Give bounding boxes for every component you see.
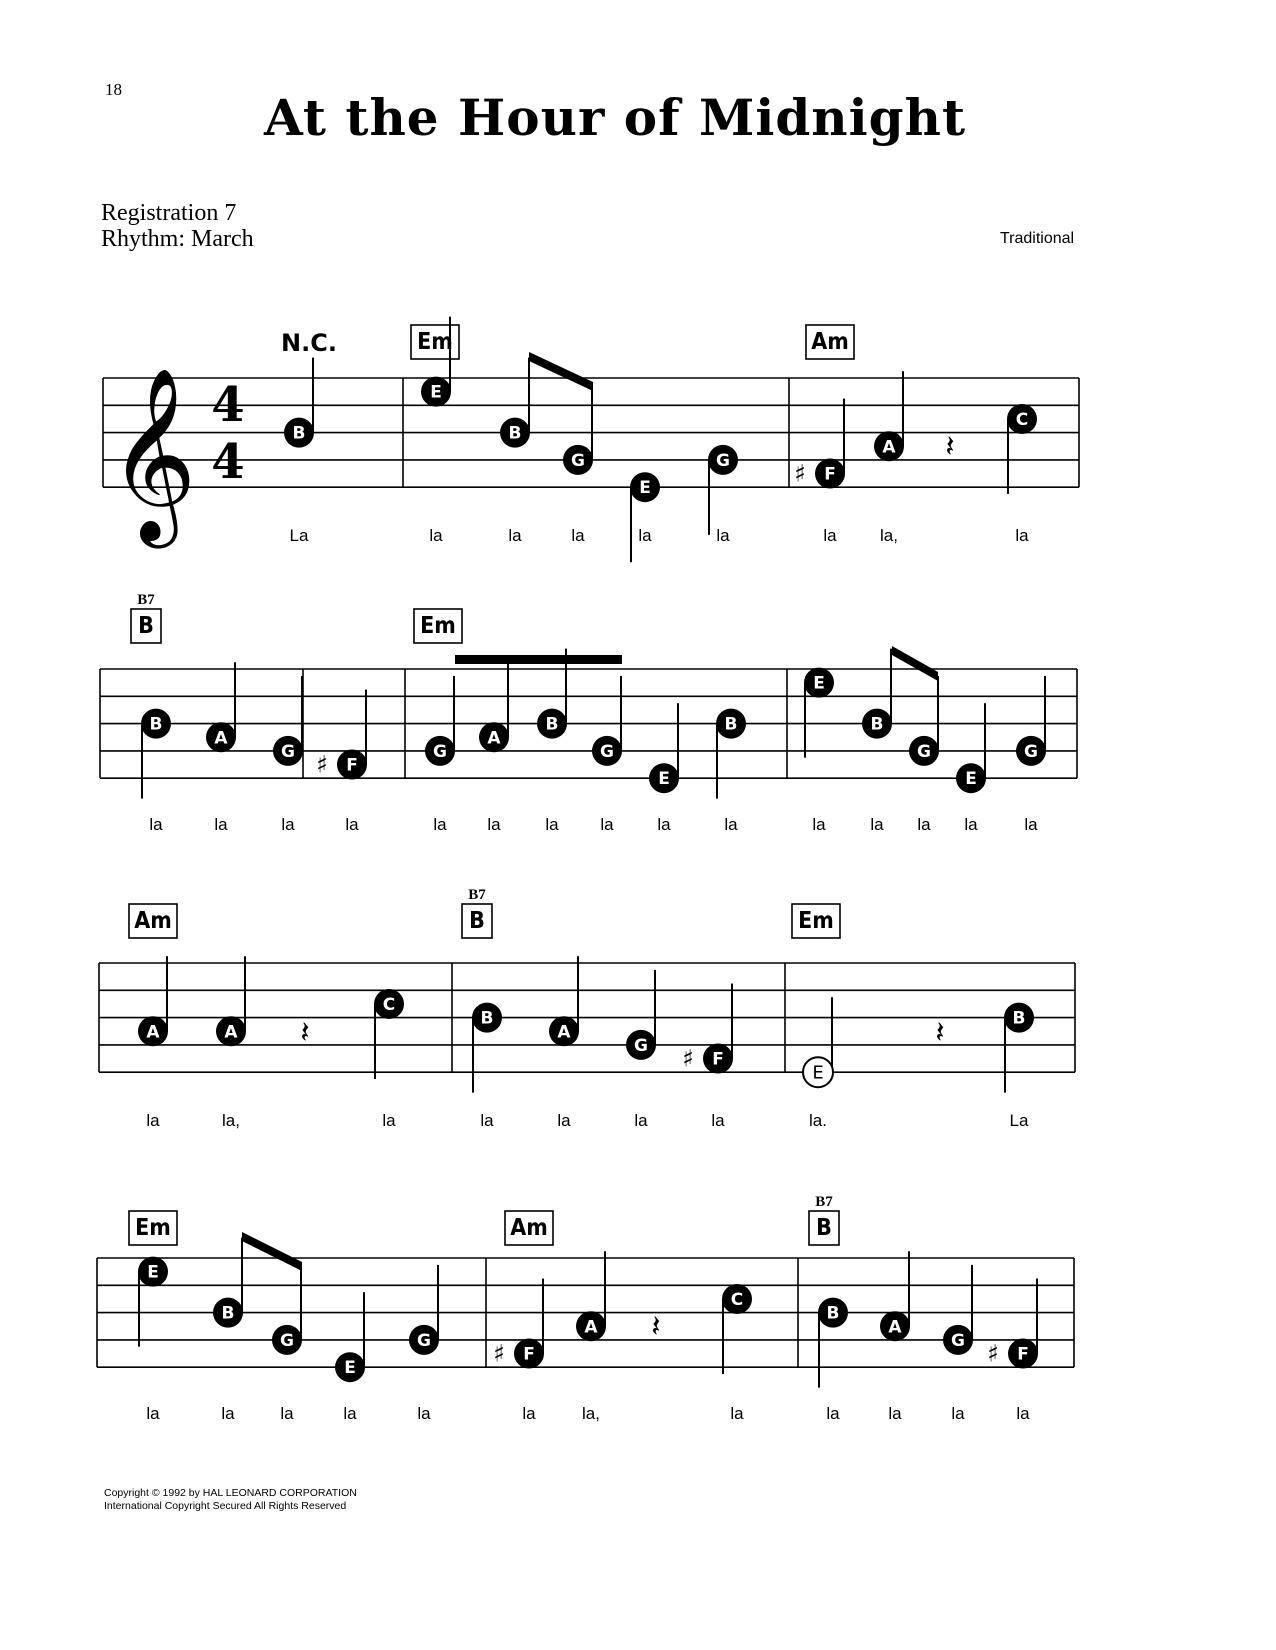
lyric-syllable: la, xyxy=(582,1404,600,1423)
lyric-syllable: la xyxy=(280,1404,294,1423)
time-signature-bottom: 4 xyxy=(211,434,245,490)
note-letter: G xyxy=(280,1330,294,1351)
lyric-syllable: La xyxy=(289,526,309,545)
lyric-syllable: la xyxy=(730,1404,744,1423)
lyric-syllable: la xyxy=(812,815,826,834)
note-letter: B xyxy=(870,714,884,735)
lyric-syllable: la xyxy=(571,526,585,545)
note-letter: F xyxy=(346,755,358,776)
note-letter: B xyxy=(724,714,738,735)
lyric-syllable: la xyxy=(1016,1404,1030,1423)
note-letter: A xyxy=(146,1022,160,1043)
registration: Registration 7 xyxy=(101,200,237,226)
time-signature-top: 4 xyxy=(211,377,245,433)
chord-symbol: Em xyxy=(417,329,453,355)
lyric-syllable: la, xyxy=(222,1111,240,1130)
note-letter: G xyxy=(634,1035,648,1056)
lyric-syllable: la xyxy=(545,815,559,834)
note-letter: G xyxy=(417,1330,431,1351)
lyric-syllable: la xyxy=(917,815,931,834)
lyric-syllable: la xyxy=(417,1404,431,1423)
lyric-syllable: la xyxy=(433,815,447,834)
note-letter: G xyxy=(917,741,931,762)
note-letter: E xyxy=(658,769,670,790)
lyric-syllable: la xyxy=(1024,815,1038,834)
copyright-notice xyxy=(104,1487,357,1513)
lyric-syllable: la xyxy=(600,815,614,834)
note-letter: B xyxy=(826,1303,840,1324)
copyright-line: Copyright © 1992 by HAL LEONARD CORPORATION xyxy=(104,1487,357,1499)
lyric-syllable: la xyxy=(487,815,501,834)
chord-symbol: B xyxy=(469,908,485,934)
note-letter: B xyxy=(480,1008,494,1029)
note-letter: E xyxy=(430,382,442,403)
note-letter: B xyxy=(545,714,559,735)
lyric-syllable: la xyxy=(146,1111,160,1130)
lyric-syllable: la xyxy=(343,1404,357,1423)
sharp-accidental: ♯ xyxy=(794,459,806,488)
note-letter: G xyxy=(281,741,295,762)
lyric-syllable: la xyxy=(557,1111,571,1130)
copyright-line: International Copyright Secured All Rights Reserved xyxy=(104,1500,347,1512)
note-letter: E xyxy=(813,673,825,694)
lyric-syllable: la xyxy=(724,815,738,834)
quarter-rest: 𝄽 xyxy=(651,1309,661,1345)
lyric-syllable: la xyxy=(634,1111,648,1130)
lyric-syllable: la xyxy=(382,1111,396,1130)
chord-symbol: Am xyxy=(811,329,849,355)
chord-superscript: B7 xyxy=(137,592,155,608)
lyric-syllable: la xyxy=(429,526,443,545)
chord-symbol: Am xyxy=(134,908,172,934)
note-letter: A xyxy=(557,1022,571,1043)
note-letter: A xyxy=(224,1022,238,1043)
quarter-rest: 𝄽 xyxy=(935,1015,945,1051)
lyric-syllable: la xyxy=(638,526,652,545)
chord-superscript: B7 xyxy=(815,1194,833,1210)
sharp-accidental: ♯ xyxy=(493,1339,505,1368)
lyric-syllable: la xyxy=(221,1404,235,1423)
lyric-syllable: la xyxy=(508,526,522,545)
composer: Traditional xyxy=(1000,230,1075,247)
lyric-syllable: La xyxy=(1009,1111,1029,1130)
note-letter: F xyxy=(712,1049,724,1070)
note-letter: A xyxy=(487,728,501,749)
note-letter: A xyxy=(882,437,896,458)
lyric-syllable: la, xyxy=(880,526,898,545)
note-letter: G xyxy=(433,741,447,762)
note-letter: A xyxy=(214,728,228,749)
lyric-syllable: la. xyxy=(809,1111,827,1130)
lyric-syllable: la xyxy=(711,1111,725,1130)
page-number: 18 xyxy=(105,80,122,99)
note-letter: E xyxy=(965,769,977,790)
quarter-rest: 𝄽 xyxy=(300,1015,310,1051)
rhythm: Rhythm: March xyxy=(101,226,254,252)
note-letter: G xyxy=(1024,741,1038,762)
note-letter: G xyxy=(716,450,730,471)
chord-superscript: B7 xyxy=(468,887,486,903)
note-letter: B xyxy=(508,423,522,444)
note-letter: F xyxy=(824,464,836,485)
note-letter: B xyxy=(292,423,306,444)
lyric-syllable: la xyxy=(214,815,228,834)
note-letter: G xyxy=(571,450,585,471)
chord-symbol: Em xyxy=(420,613,456,639)
lyric-syllable: la xyxy=(951,1404,965,1423)
lyric-syllable: la xyxy=(823,526,837,545)
treble-clef: 𝄞 xyxy=(108,367,197,541)
note-letter: C xyxy=(730,1289,744,1310)
chord-symbol: B xyxy=(816,1215,832,1241)
lyric-syllable: la xyxy=(345,815,359,834)
chord-symbol: Em xyxy=(798,908,834,934)
note-letter: C xyxy=(1015,409,1029,430)
sharp-accidental: ♯ xyxy=(316,750,328,779)
note-letter: G xyxy=(951,1330,965,1351)
lyric-syllable: la xyxy=(281,815,295,834)
chord-symbol: Am xyxy=(510,1215,548,1241)
chord-symbol: B xyxy=(138,613,154,639)
sharp-accidental: ♯ xyxy=(682,1044,694,1073)
note-letter: E xyxy=(344,1358,356,1379)
note-letter: F xyxy=(1017,1344,1029,1365)
note-letter: F xyxy=(523,1344,535,1365)
lyric-syllable: la xyxy=(149,815,163,834)
lyric-syllable: la xyxy=(716,526,730,545)
note-letter: B xyxy=(149,714,163,735)
lyric-syllable: la xyxy=(522,1404,536,1423)
chord-symbol: Em xyxy=(135,1215,171,1241)
lyric-syllable: la xyxy=(657,815,671,834)
quarter-rest: 𝄽 xyxy=(945,429,955,465)
note-letter: C xyxy=(382,994,396,1015)
song-title: At the Hour of Midnight xyxy=(263,88,967,147)
note-letter: E xyxy=(147,1262,159,1283)
note-letter: E xyxy=(812,1062,824,1084)
lyric-syllable: la xyxy=(146,1404,160,1423)
note-letter: A xyxy=(584,1317,598,1338)
note-letter: B xyxy=(1012,1008,1026,1029)
note-beam xyxy=(455,655,622,664)
note-letter: A xyxy=(888,1317,902,1338)
chord-no-chord: N.C. xyxy=(281,329,337,357)
lyric-syllable: la xyxy=(1015,526,1029,545)
note-beam xyxy=(892,646,938,681)
lyric-syllable: la xyxy=(888,1404,902,1423)
note-letter: G xyxy=(600,741,614,762)
note-letter: B xyxy=(221,1303,235,1324)
note-beam xyxy=(529,352,593,391)
note-beam xyxy=(242,1232,302,1271)
sharp-accidental: ♯ xyxy=(987,1339,999,1368)
lyric-syllable: la xyxy=(480,1111,494,1130)
lyric-syllable: la xyxy=(870,815,884,834)
note-letter: E xyxy=(639,478,651,499)
lyric-syllable: la xyxy=(826,1404,840,1423)
lyric-syllable: la xyxy=(964,815,978,834)
